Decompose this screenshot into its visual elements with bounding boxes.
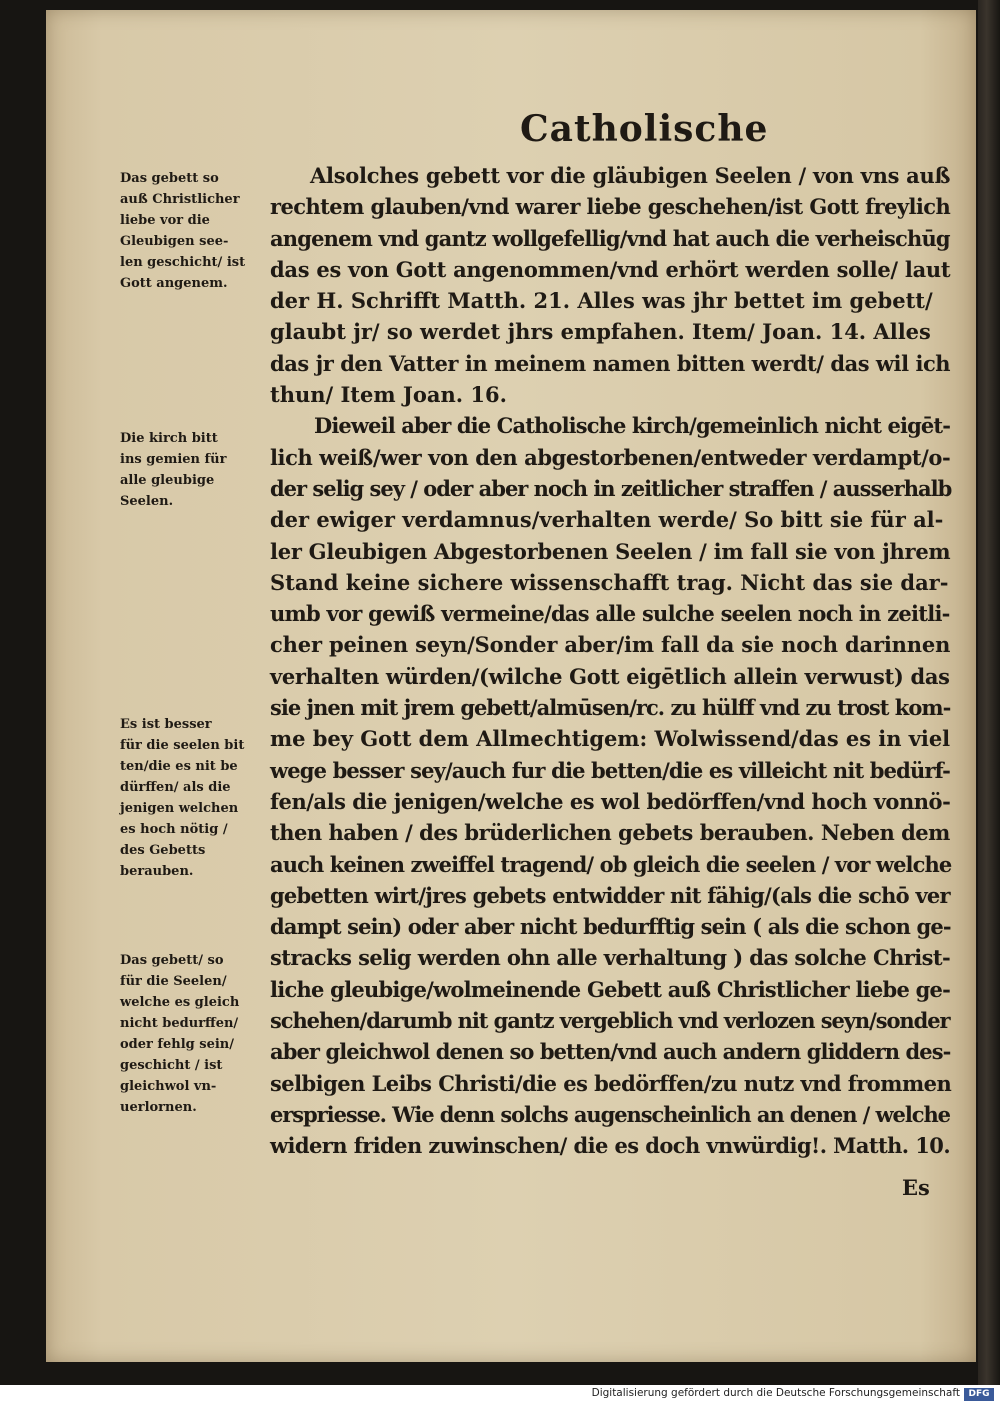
marginal-line: nicht bedurffen/ xyxy=(120,1016,239,1031)
text-line: erspriesse. Wie denn solchs augenscheinlich an denen / welche xyxy=(270,1101,950,1127)
marginal-line: Gott angenem. xyxy=(120,276,228,291)
text-line: widern friden zuwinschen/ die es doch vnwürdig!. Matth. 10. xyxy=(270,1133,951,1159)
text-line: lich weiß/wer von den abgestorbenen/entweder verdampt/o- xyxy=(270,444,951,470)
text-line: gebetten wirt/jres gebets entwidder nit fähig/(als die schō ver xyxy=(270,882,950,908)
marginal-line: welche es gleich xyxy=(120,995,240,1010)
text-line: der selig sey / oder aber noch in zeitlicher straffen / ausserhalb xyxy=(270,475,952,501)
marginal-note-4 xyxy=(120,950,270,1118)
text-line: liche gleubige/wolmeinende Gebett auß Christlicher liebe ge- xyxy=(270,976,951,1002)
text-line: umb vor gewiß vermeine/das alle sulche seelen noch in zeitli- xyxy=(270,601,950,627)
funding-credit: Digitalisierung gefördert durch die Deutsche Forschungsgemeinschaft xyxy=(591,1387,960,1399)
marginal-line: des Gebetts xyxy=(120,843,206,858)
marginal-line: geschicht / ist xyxy=(120,1058,223,1073)
running-title: Catholische xyxy=(520,108,769,150)
text-line: der ewiger verdamnus/verhalten werde/ So bitt sie für al- xyxy=(270,507,944,533)
marginal-line: ten/die es nit be xyxy=(120,759,238,774)
text-line: der H. Schrifft Matth. 21. Alles was jhr bettet im gebett/ xyxy=(270,288,933,314)
marginal-note-2 xyxy=(120,428,270,512)
text-line: ler Gleubigen Abgestorbenen Seelen / im fall sie von jhrem xyxy=(270,538,951,564)
marginal-line: jenigen welchen xyxy=(120,801,239,816)
marginal-line: liebe vor die xyxy=(120,213,210,228)
text-line: stracks selig werden ohn alle verhaltung ) das solche Christ- xyxy=(270,945,951,971)
text-line: rechtem glauben/vnd warer liebe geschehen/ist Gott freylich xyxy=(270,194,951,220)
marginal-line: ins gemien für xyxy=(120,452,227,467)
text-line: Stand keine sichere wissenschafft trag. Nicht das sie dar- xyxy=(270,569,949,595)
marginal-line: gleichwol vn- xyxy=(120,1079,217,1094)
marginal-note-3 xyxy=(120,714,270,882)
text-line: then haben / des brüderlichen gebets berauben. Neben dem xyxy=(270,820,950,846)
marginal-line: oder fehlg sein/ xyxy=(120,1037,235,1052)
marginal-line: auß Christlicher xyxy=(120,192,240,207)
text-line: das es von Gott angenommen/vnd erhört werden solle/ laut xyxy=(270,256,951,282)
catchword: Es xyxy=(902,1175,930,1200)
marginal-line: Die kirch bitt xyxy=(120,431,218,446)
marginal-line: für die Seelen/ xyxy=(120,974,227,989)
text-line: schehen/darumb nit gantz vergeblich vnd verlozen seyn/sonder xyxy=(270,1008,950,1034)
marginal-line: dürffen/ als die xyxy=(120,780,231,795)
text-line: Alsolches gebett vor die gläubigen Seelen / von vns auß xyxy=(310,163,951,188)
marginal-line: Es ist besser xyxy=(120,717,212,732)
text-line: thun/ Item Joan. 16. xyxy=(270,382,507,408)
book-edge xyxy=(978,0,1000,1385)
marginal-line: Das gebett/ so xyxy=(120,953,224,968)
marginal-line: berauben. xyxy=(120,864,194,879)
text-line: sie jnen mit jrem gebett/almūsen/rc. zu hülff vnd zu trost kom- xyxy=(270,695,951,721)
text-line: fen/als die jenigen/welche es wol bedörffen/vnd hoch vonnö- xyxy=(270,788,951,814)
marginal-line: es hoch nötig / xyxy=(120,822,228,837)
marginal-line: Seelen. xyxy=(120,494,174,509)
text-line: Dieweil aber die Catholische kirch/gemeinlich nicht eigēt- xyxy=(314,413,951,439)
text-line: wege besser sey/auch fur die betten/die es villeicht nit bedürf- xyxy=(270,757,950,783)
text-line: me bey Gott dem Allmechtigem: Wolwissend/das es in viel xyxy=(270,726,951,752)
text-line: das jr den Vatter in meinem namen bitten werdt/ das wil ich xyxy=(270,350,951,376)
marginal-line: für die seelen bit xyxy=(120,738,245,753)
marginal-note-1 xyxy=(120,168,270,294)
marginal-line: Das gebett so xyxy=(120,171,219,186)
text-line: glaubt jr/ so werdet jhrs empfahen. Item/ Joan. 14. Alles xyxy=(270,319,931,345)
main-text-block xyxy=(270,160,950,1162)
footer-bar xyxy=(0,1385,1000,1404)
text-line: verhalten würden/(wilche Gott eigētlich allein verwust) das xyxy=(270,663,950,689)
text-line: aber gleichwol denen so betten/vnd auch andern gliddern des- xyxy=(270,1039,951,1065)
text-line: dampt sein) oder aber nicht bedurfftig sein ( als die schon ge- xyxy=(270,914,951,940)
marginal-line: alle gleubige xyxy=(120,473,215,488)
marginal-line: Gleubigen see- xyxy=(120,234,229,249)
text-line: selbigen Leibs Christi/die es bedörffen/zu nutz vnd frommen xyxy=(270,1070,952,1096)
dfg-logo[interactable]: DFG xyxy=(964,1388,994,1401)
text-line: auch keinen zweiffel tragend/ ob gleich die seelen / vor welche xyxy=(270,851,952,877)
text-line: cher peinen seyn/Sonder aber/im fall da sie noch darinnen xyxy=(270,632,951,658)
marginal-line: uerlornen. xyxy=(120,1100,197,1115)
text-line: angenem vnd gantz wollgefellig/vnd hat auch die verheischūg xyxy=(270,225,950,251)
marginal-line: len geschicht/ ist xyxy=(120,255,246,270)
